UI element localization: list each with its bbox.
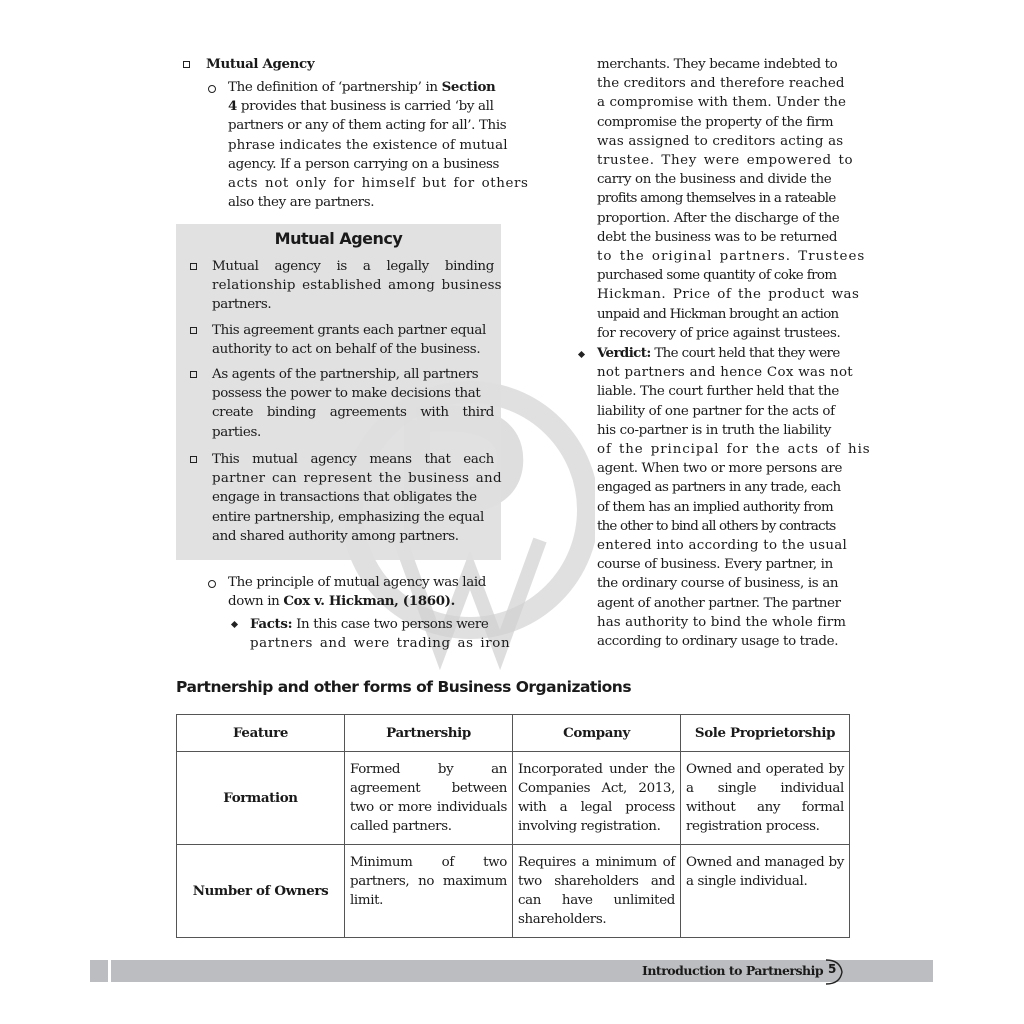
header-partnership: Partnership bbox=[345, 715, 513, 752]
box-item-4: This mutual agency means that each partner can represent the business and engage in transactions that obligates the entire partnership, emphasizing the equal and shared authority among partners. bbox=[212, 452, 502, 544]
box-title: Mutual Agency bbox=[274, 229, 403, 248]
box-item-2: This agreement grants each partner equal authority to act on behalf of the business. bbox=[212, 323, 486, 358]
case-citation: Cox v. Hickman, (1860). bbox=[283, 593, 455, 610]
facts-continued-paragraph: merchants. They became indebted to the creditors and therefore reached a compromise with them. Under the compromise the property of the firm was assigned to creditors acting as trustee. They were empowered to carry on the business and divide the profits among themselves in a rateable proportion. After the discharge of the debt the business was to be returned to the original partners. Trustees purchased some quantity of coke from Hickman. Price of the product was unpaid and Hickman brought an action for recovery of price against trustees. bbox=[597, 57, 866, 341]
square-bullet-icon bbox=[190, 456, 197, 463]
cell-partnership: Minimum of two partners, no maximum limit. bbox=[345, 845, 513, 938]
verdict-paragraph: Verdict: The court held that they were not partners and hence Cox was not liable. The court further held that the liability of one partner for the acts of his co-partner is in truth the liability of the principal for the acts of his agent. When two or more persons are engaged as partners in any trade, each of them has an implied authority from the other to bind all others by contracts entered into according to the usual course of business. Every partner, in the ordinary course of business, is an agent of another partner. The partner has authority to bind the whole firm according to ordinary usage to trade. bbox=[597, 345, 871, 650]
header-sole-proprietorship: Sole Proprietorship bbox=[681, 715, 850, 752]
table-row bbox=[177, 845, 850, 938]
cell-sole-proprietorship: Owned and managed by a single individual. bbox=[681, 845, 850, 938]
mutual-agency-box bbox=[176, 224, 501, 560]
square-bullet-icon bbox=[190, 327, 197, 334]
circle-bullet-icon bbox=[208, 85, 216, 93]
table-header-row bbox=[177, 715, 850, 752]
comparison-table bbox=[176, 714, 850, 938]
square-bullet-icon bbox=[190, 371, 197, 378]
cell-partnership: Formed by an agreement between two or more individuals called partners. bbox=[345, 752, 513, 845]
table-row bbox=[177, 752, 850, 845]
section-title: Partnership and other forms of Business Organizations bbox=[176, 678, 632, 696]
square-bullet-icon bbox=[190, 263, 197, 270]
facts-paragraph: Facts: In this case two persons were partners and were trading as iron bbox=[250, 616, 511, 652]
header-feature: Feature bbox=[177, 715, 345, 752]
box-item-1: Mutual agency is a legally binding relationship established among business partners. bbox=[212, 259, 502, 313]
cell-company: Incorporated under the Companies Act, 2013, with a legal process involving registration. bbox=[513, 752, 681, 845]
footer-chapter-title: Introduction to Partnership bbox=[642, 963, 824, 978]
diamond-bullet-icon bbox=[231, 621, 238, 628]
box-item-3: As agents of the partnership, all partners possess the power to make decisions that create binding agreements with third parties. bbox=[212, 367, 494, 440]
heading-mutual-agency: Mutual Agency bbox=[206, 56, 315, 72]
cell-feature: Formation bbox=[177, 752, 345, 845]
footer-bar-left bbox=[90, 960, 108, 982]
principle-paragraph: The principle of mutual agency was laid down in Cox v. Hickman, (1860). bbox=[228, 575, 487, 610]
cell-feature: Number of Owners bbox=[177, 845, 345, 938]
page-number: 5 bbox=[828, 962, 837, 976]
cell-sole-proprietorship: Owned and operated by a single individual without any formal registration process. bbox=[681, 752, 850, 845]
circle-bullet-icon bbox=[208, 580, 216, 588]
definition-paragraph: The definition of ‘partnership’ in Section 4 provides that business is carried ‘by all partners or any of them acting for all’. This phrase indicates the existence of mutual agency. If a person carrying on a business acts not only for himself but for others also they are partners. bbox=[228, 79, 529, 211]
square-bullet-icon bbox=[183, 61, 190, 68]
diamond-bullet-icon bbox=[578, 351, 585, 358]
header-company: Company bbox=[513, 715, 681, 752]
cell-company: Requires a minimum of two shareholders and can have unlimited shareholders. bbox=[513, 845, 681, 938]
